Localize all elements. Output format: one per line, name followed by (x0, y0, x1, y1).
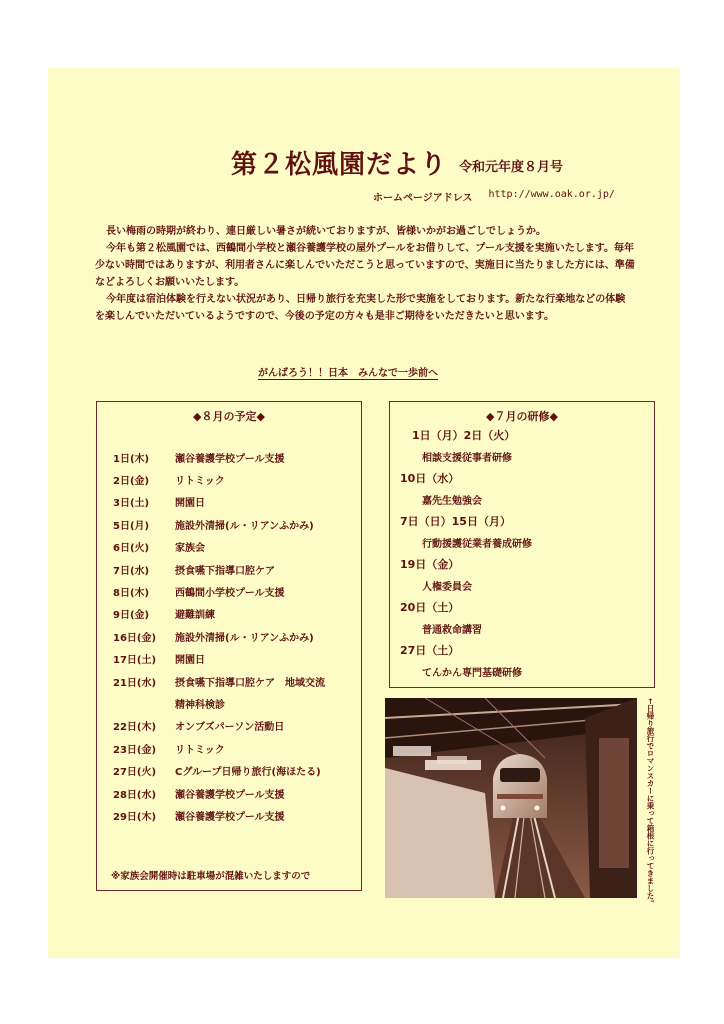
issue-label: 令和元年度８月号 (459, 160, 564, 175)
schedule-event: 西鶴間小学校プール支援 (175, 588, 285, 600)
schedule-event: 摂食嚥下指導口腔ケア 地域交流 (175, 677, 325, 689)
schedule-row (113, 558, 353, 580)
homepage-url[interactable]: http://www.oak.or.jp/ (488, 189, 615, 200)
schedule-date: 27日(火) (113, 767, 157, 779)
july-training-list (400, 424, 650, 682)
schedule-row (113, 446, 353, 468)
schedule-row (113, 580, 353, 602)
training-date: 1日（月）2日（火） (412, 428, 516, 442)
training-date: 7日（日）15日（月） (400, 514, 511, 528)
slogan: がんばろう！！日本 みんなで一歩前へ (258, 368, 438, 379)
schedule-event: 瀬谷養護学校プール支援 (175, 789, 285, 801)
schedule-row (113, 737, 353, 759)
august-schedule-title: ◆８月の予定◆ (193, 410, 265, 423)
schedule-row (113, 804, 353, 826)
schedule-event: 瀬谷養護学校プール支援 (175, 453, 285, 465)
august-schedule-box (96, 401, 362, 891)
header (231, 142, 651, 178)
schedule-row (113, 648, 353, 670)
schedule-row (113, 625, 353, 647)
schedule-date: 2日(金) (113, 476, 150, 488)
intro-paragraph: 長い梅雨の時期が終わり、連日厳しい暑さが続いておりますが、皆様いかがお過ごしでしょうか。 (106, 226, 546, 237)
schedule-date: 7日(水) (113, 565, 150, 577)
schedule-row (113, 692, 353, 714)
schedule-event: オンブズパーソン活動日 (175, 722, 285, 734)
schedule-date: 16日(金) (113, 632, 157, 644)
schedule-event: Cグループ日帰り旅行(海ほたる) (175, 767, 321, 779)
training-name: 嘉先生勉強会 (422, 495, 482, 507)
august-schedule-list (113, 446, 353, 827)
training-date: 20日（土） (400, 600, 460, 614)
schedule-row (113, 513, 353, 535)
schedule-date: 29日(木) (113, 811, 157, 823)
intro-paragraph: 今年も第２松風園では、西鶴間小学校と瀬谷養護学校の屋外プールをお借りして、プール支援を実施いたします。毎年少ない時間ではありますが、利用者さんに楽しんでいただこうと思っていますので、実施日に当たりました方には、準備などよろしくお願いいたします。 (95, 243, 635, 288)
schedule-event: 家族会 (175, 543, 205, 555)
homepage-line (373, 189, 673, 204)
schedule-date: 28日(水) (113, 789, 157, 801)
schedule-row (113, 782, 353, 804)
schedule-row (113, 670, 353, 692)
homepage-label: ホームページアドレス (373, 193, 473, 204)
schedule-event: 施設外清掃(ル・リアンふかみ) (175, 520, 314, 532)
romancecar-photo (385, 698, 637, 898)
schedule-event: 瀬谷養護学校プール支援 (175, 811, 285, 823)
schedule-event: 施設外清掃(ル・リアンふかみ) (175, 632, 314, 644)
schedule-event: リトミック (175, 744, 225, 756)
schedule-date: 17日(土) (113, 655, 157, 667)
training-name: 行動援護従業者養成研修 (422, 538, 532, 550)
training-name: 人権委員会 (422, 581, 472, 593)
schedule-event: 摂食嚥下指導口腔ケア (175, 565, 275, 577)
training-name: 普通救命講習 (422, 624, 482, 636)
training-name: 相談支援従事者研修 (422, 452, 512, 464)
schedule-row (113, 491, 353, 513)
newsletter-title: 第２松風園だより (231, 150, 448, 180)
training-date: 19日（金） (400, 557, 460, 571)
schedule-date: 3日(土) (113, 498, 150, 510)
july-training-title: ◆７月の研修◆ (486, 410, 558, 423)
august-note: ※家族会開催時は駐車場が混雑いたしますので (111, 871, 311, 882)
schedule-event: 開園日 (175, 655, 205, 667)
schedule-row (113, 715, 353, 737)
intro-text (95, 223, 635, 325)
training-date: 10日（水） (400, 471, 460, 485)
schedule-row (113, 468, 353, 490)
schedule-event: 精神科検診 (175, 699, 225, 711)
schedule-date: 9日(金) (113, 610, 150, 622)
schedule-date: 21日(水) (113, 677, 157, 689)
schedule-event: 避難訓練 (175, 610, 215, 622)
training-name: てんかん専門基礎研修 (422, 667, 522, 679)
schedule-date: 23日(金) (113, 744, 157, 756)
schedule-date: 8日(木) (113, 588, 150, 600)
schedule-event: 開園日 (175, 498, 205, 510)
schedule-row (113, 536, 353, 558)
training-date: 27日（土） (400, 643, 460, 657)
photo-caption: ←日帰り旅行でロマンスカーに乗って箱根に行ってきました。 (646, 698, 655, 907)
schedule-date: 5日(月) (113, 520, 150, 532)
train-station-image (385, 698, 637, 898)
newsletter-page (48, 68, 680, 958)
schedule-row (113, 759, 353, 781)
schedule-event: リトミック (175, 476, 225, 488)
schedule-date: 22日(木) (113, 722, 157, 734)
intro-paragraph: 今年度は宿泊体験を行えない状況があり、日帰り旅行を充実した形で実施をしております。新たな行楽地などの体験を楽しんでいただいているようですので、今後の予定の方々も是非ご期待をいただきたいと思います。 (95, 294, 626, 322)
schedule-date: 6日(火) (113, 543, 150, 555)
schedule-date: 1日(木) (113, 453, 150, 465)
july-training-box (389, 401, 655, 688)
schedule-row (113, 603, 353, 625)
